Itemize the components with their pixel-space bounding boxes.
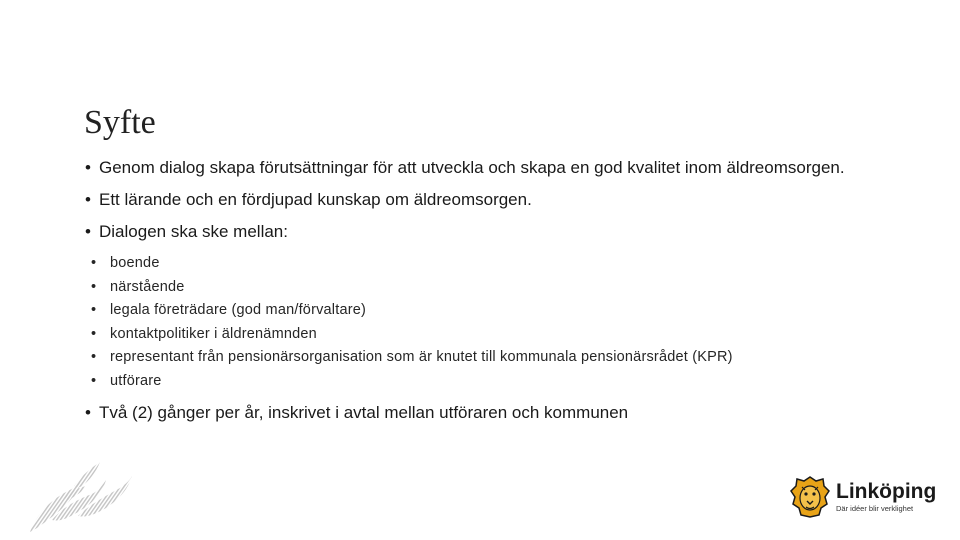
sub-bullet-item [88,346,864,370]
bullet-item [84,157,864,178]
sub-bullet-text: legala företrädare (god man/förvaltare) [110,302,367,318]
bullet-text: Dialogen ska ske mellan: [99,222,288,241]
bullet-dot: • [85,158,91,177]
sub-bullet-text: boende [110,255,160,271]
logo-tagline: Där idéer blir verklighet [836,504,914,513]
sub-bullet-item [88,370,864,394]
sub-bullet-text: närstående [110,278,185,295]
bullet-dot: • [91,255,97,271]
bullet-dot: • [85,222,91,241]
hatched-leaf-shapes-icon [26,458,136,534]
linkoping-logo [790,475,936,519]
bullet-item [84,221,864,242]
lion-icon [790,475,830,519]
sub-bullet-item [88,323,864,347]
bullet-dot: • [91,372,97,389]
bullet-dot: • [85,403,91,422]
bullet-item [84,402,864,423]
sub-bullet-list [88,252,864,393]
bullet-text: Ett lärande och en fördjupad kunskap om äldreomsorgen. [99,190,532,209]
bullet-dot: • [91,349,97,365]
sub-bullet-item [88,276,864,300]
bullet-text: Två (2) gånger per år, inskrivet i avtal mellan utföraren och kommunen [99,403,629,422]
sub-bullet-text: utförare [110,372,162,389]
bullet-text: Genom dialog skapa förutsättningar för att utveckla och skapa en god kvalitet inom äldreomsorgen. [99,158,845,177]
bullet-dot: • [91,278,97,295]
bullet-dot: • [91,325,97,342]
bullet-item [84,189,864,210]
slide-title: Syfte [84,104,156,141]
sub-bullet-text: kontaktpolitiker i äldrenämnden [110,325,317,342]
sub-bullet-text: representant från pensionärsorganisation som är knutet till kommunala pensionärsrådet (KPR) [110,349,733,365]
sub-bullet-item [88,252,864,276]
logo-name: Linköping [836,480,937,503]
sub-bullet-item [88,299,864,323]
bullet-dot: • [91,302,97,318]
bullet-dot: • [85,190,91,209]
bullet-list [84,157,864,434]
